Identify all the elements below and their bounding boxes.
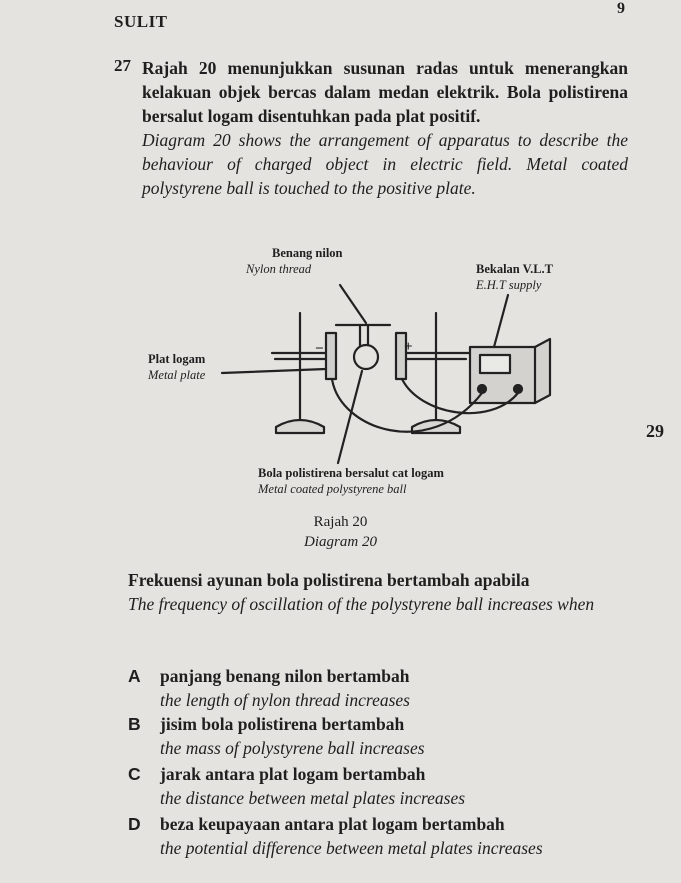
label-plate-ms: Plat logam <box>148 352 206 366</box>
meter-dial <box>480 355 510 373</box>
stem-english: The frequency of oscillation of the polystyrene ball increases when <box>128 594 595 614</box>
sulit-header: SULIT <box>114 12 168 31</box>
terminal-right <box>514 385 522 393</box>
option-letter: A <box>128 666 141 686</box>
left-stand-base <box>276 420 324 433</box>
diagram-caption-ms: Rajah 20 <box>313 514 368 530</box>
question-text-english: Diagram 20 shows the arrangement of apparatus to describe the behaviour of charged object in electric field. Metal coated polystyrene ball is touched to the positive plate. <box>142 130 628 198</box>
option-english: the mass of polystyrene ball increases <box>160 738 425 758</box>
label-ball-ms: Bola polistirena bersalut cat logam <box>258 466 444 480</box>
label-ball-en: Metal coated polystyrene ball <box>258 482 407 496</box>
question-stem <box>128 568 628 616</box>
option-letter: B <box>128 714 141 734</box>
diagram-caption-en: Diagram 20 <box>304 534 377 550</box>
question-number: 27 <box>114 56 131 75</box>
question-text-malay: Rajah 20 menunjukkan susunan radas untuk menerangkan kelakuan objek bercas dalam medan elektrik. Bola polistirena bersalut logam disentuhkan pada plat positif. <box>142 58 628 126</box>
label-plate-en: Metal plate <box>148 368 206 382</box>
option-english: the potential difference between metal plates increases <box>160 838 543 858</box>
label-nylon-en: Nylon thread <box>246 262 312 276</box>
terminal-left <box>478 385 486 393</box>
question-text <box>142 56 628 200</box>
option-english: the length of nylon thread increases <box>160 690 410 710</box>
option-malay: jarak antara plat logam bertambah <box>160 764 426 784</box>
option-malay: jisim bola polistirena bertambah <box>160 714 405 734</box>
option-english: the distance between metal plates increases <box>160 788 466 808</box>
option-letter: D <box>128 814 141 834</box>
option-malay: panjang benang nilon bertambah <box>160 666 410 686</box>
option-letter: C <box>128 764 141 784</box>
option-malay: beza keupayaan antara plat logam bertambah <box>160 814 505 834</box>
minus-sign: − <box>315 341 324 357</box>
label-nylon-ms: Benang nilon <box>272 246 343 260</box>
polystyrene-ball <box>354 345 378 369</box>
plus-sign: + <box>404 339 413 355</box>
stem-malay: Frekuensi ayunan bola polistirena bertambah apabila <box>128 570 530 590</box>
label-eht-en: E.H.T supply <box>476 278 542 292</box>
page-number: 9 <box>617 0 625 17</box>
label-eht-ms: Bekalan V.L.T <box>476 262 554 276</box>
left-metal-plate <box>326 333 336 379</box>
side-margin-number: 29 <box>646 421 664 441</box>
